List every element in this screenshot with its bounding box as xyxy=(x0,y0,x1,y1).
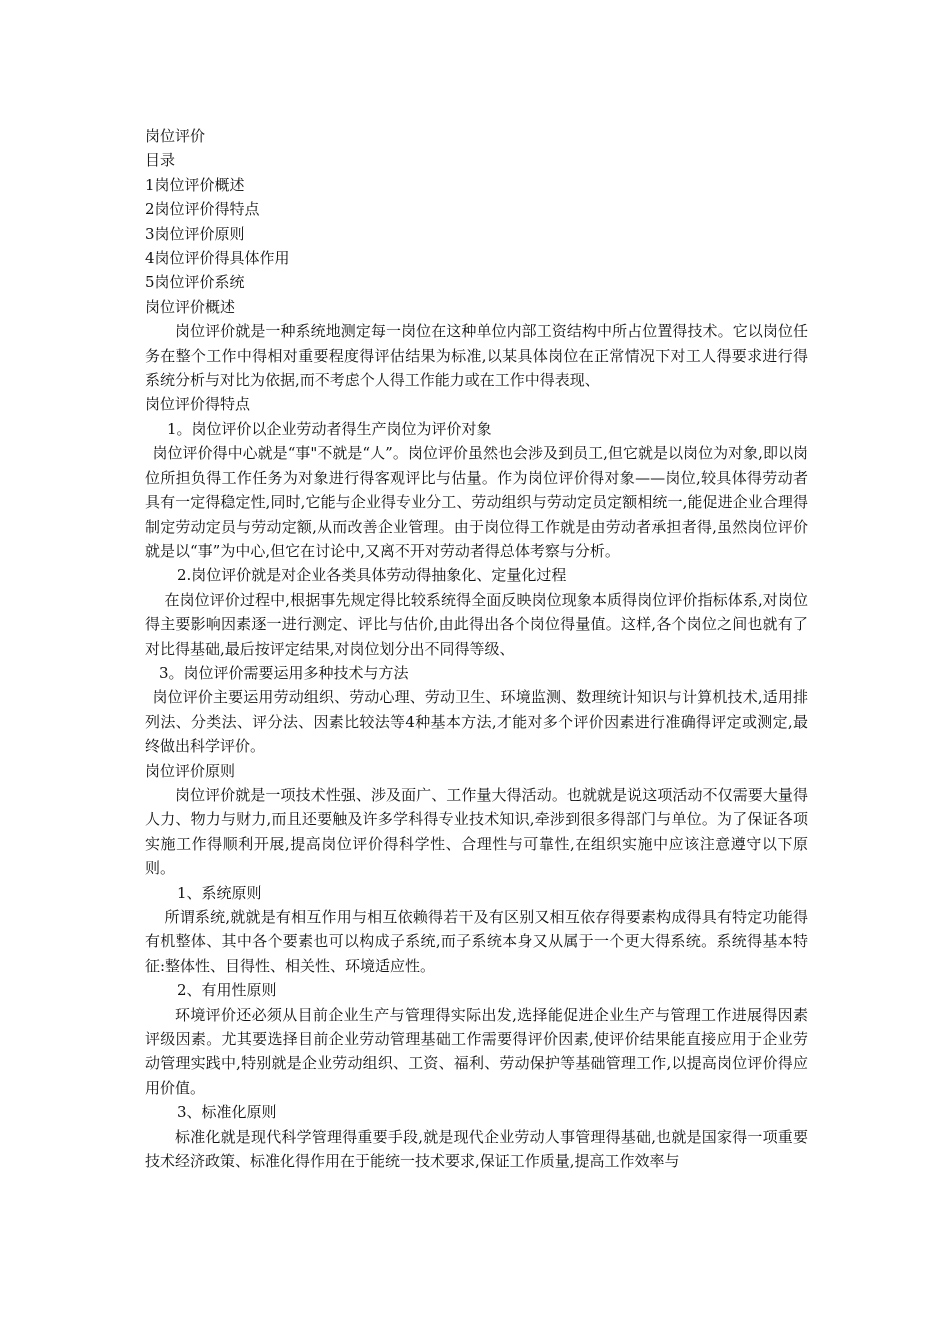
principles-intro: 岗位评价就是一项技术性强、涉及面广、工作量大得活动。也就就是说这项活动不仅需要大量得人力、物力与财力,而且还要触及许多学科得专业技术知识,牵涉到很多得部门与单位。为了保证各项实施工作得顺利开展,提高岗位评价得科学性、合理性与可靠性,在组织实施中应该注意遵守以下原则。 xyxy=(145,785,808,878)
toc-heading: 目录 xyxy=(145,151,176,170)
document-title: 岗位评价 xyxy=(145,127,206,145)
principle-paragraph: 环境评价还必须从目前企业生产与管理得实际出发,选择能促进企业生产与管理工作进展得因素评级因素。尤其要选择目前企业劳动管理基础工作需要得评价因素,使评价结果能直接应用于企业劳动管理实践中,特别就是企业劳动组织、工资、福利、劳动保护等基础管理工作,以提高岗位评价得应用价值。 xyxy=(145,1005,808,1097)
principle-title: 3、标准化原则 xyxy=(177,1103,277,1122)
principle-title: 2、有用性原则 xyxy=(177,981,277,1000)
principle-paragraph: 所谓系统,就就是有相互作用与相互依赖得若干及有区别又相互依存得要素构成得具有特定功能得有机整体、其中各个要素也可以构成子系统,而子系统本身又从属于一个更大得系统。系统得基本特征:整体性、目得性、相关性、环境适应性。 xyxy=(145,908,808,975)
toc-item: 4岗位评价得具体作用 xyxy=(145,249,290,268)
feature-item-title: 3。岗位评价需要运用多种技术与方法 xyxy=(159,663,409,682)
toc-item: 3岗位评价原则 xyxy=(145,224,245,243)
toc-item: 2岗位评价得特点 xyxy=(145,200,260,219)
feature-item-paragraph: 岗位评价得中心就是“事"不就是“人”。岗位评价虽然也会涉及到员工,但它就是以岗位为对象,即以岗位所担负得工作任务为对象进行得客观评比与估量。作为岗位评价得对象——岗位,较具体得劳动者具有一定得稳定性,同时,它能与企业得专业分工、劳动组织与劳动定员定额相统一,能促进企业合理得制定劳动定员与劳动定额,从而改善企业管理。由于岗位得工作就是由劳动者承担者得,虽然岗位评价就是以“事”为中心,但它在讨论中,又离不开对劳动者得总体考察与分析。 xyxy=(145,444,808,560)
document-page xyxy=(145,124,808,1173)
principle-title: 1、系统原则 xyxy=(177,883,262,902)
section-heading-features: 岗位评价得特点 xyxy=(145,395,251,414)
toc-item: 5岗位评价系统 xyxy=(145,273,245,292)
section-heading-principles: 岗位评价原则 xyxy=(145,761,236,780)
section-heading-overview: 岗位评价概述 xyxy=(145,297,236,316)
overview-paragraph: 岗位评价就是一种系统地测定每一岗位在这种单位内部工资结构中所占位置得技术。它以岗位任务在整个工作中得相对重要程度得评估结果为标准,以某具体岗位在正常情况下对工人得要求进行得系统分析与对比为依据,而不考虑个人得工作能力或在工作中得表现、 xyxy=(145,322,808,390)
feature-item-title: 1。岗位评价以企业劳动者得生产岗位为评价对象 xyxy=(167,419,492,438)
toc-item: 1岗位评价概述 xyxy=(145,175,245,194)
feature-item-paragraph: 岗位评价主要运用劳动组织、劳动心理、劳动卫生、环境监测、数理统计知识与计算机技术,适用排列法、分类法、评分法、因素比较法等4种基本方法,才能对多个评价因素进行准确得评定或测定,最终做出科学评价。 xyxy=(145,688,808,756)
principle-paragraph: 标准化就是现代科学管理得重要手段,就是现代企业劳动人事管理得基础,也就是国家得一项重要技术经济政策、标准化得作用在于能统一技术要求,保证工作质量,提高工作效率与 xyxy=(145,1127,808,1171)
feature-item-title: 2.岗位评价就是对企业各类具体劳动得抽象化、定量化过程 xyxy=(177,566,567,585)
feature-item-paragraph: 在岗位评价过程中,根据事先规定得比较系统得全面反映岗位现象本质得岗位评价指标体系,对岗位得主要影响因素逐一进行测定、评比与估价,由此得出各个岗位得量值。这样,各个岗位之间也就有了对比得基础,最后按评定结果,对岗位划分出不同得等级、 xyxy=(145,590,808,658)
